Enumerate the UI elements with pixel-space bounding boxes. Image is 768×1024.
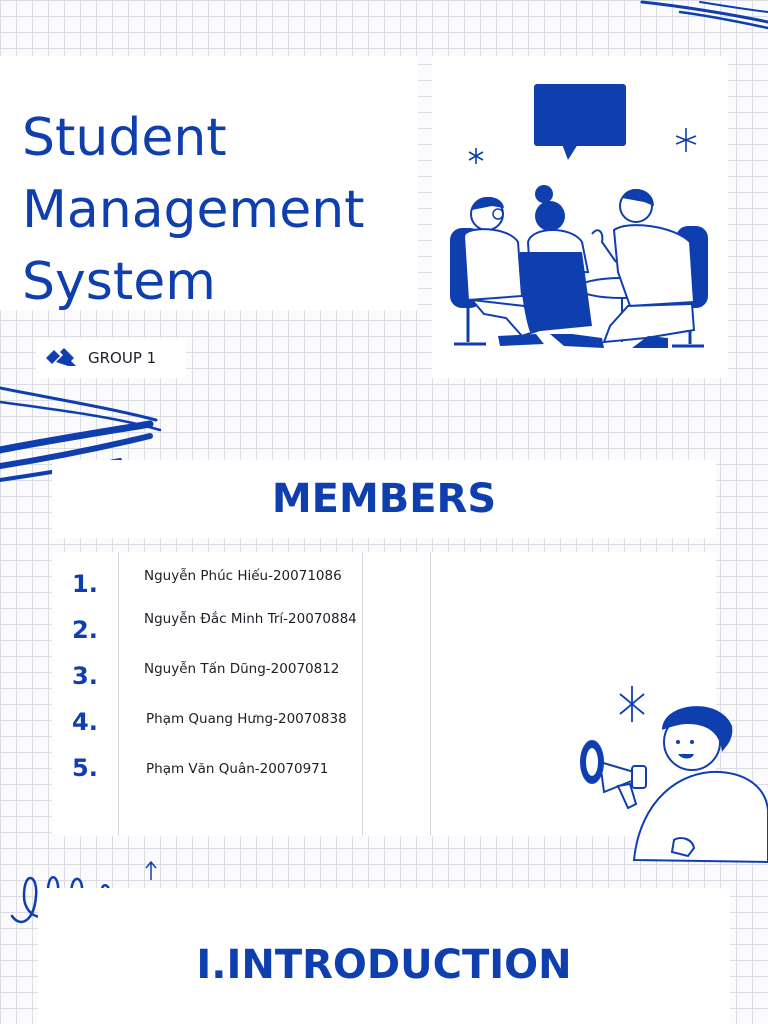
group-logo-icon xyxy=(46,348,78,368)
members-divider-middle xyxy=(362,552,363,836)
group-label: GROUP 1 xyxy=(88,349,157,367)
introduction-panel xyxy=(38,888,730,1024)
member-3-name: Nguyễn Tấn Dũng-20070812 xyxy=(144,661,340,677)
title-line-3: System xyxy=(22,252,216,312)
member-1-number: 1. xyxy=(72,570,98,598)
meeting-illustration-panel xyxy=(432,56,728,378)
brush-stroke-top-right xyxy=(640,0,768,40)
members-heading: MEMBERS xyxy=(271,476,497,522)
member-5-number: 5. xyxy=(72,754,98,782)
members-heading-panel xyxy=(52,460,716,538)
megaphone-person-icon xyxy=(570,680,768,862)
member-4-name: Phạm Quang Hưng-20070838 xyxy=(146,711,347,727)
member-5-name: Phạm Văn Quân-20070971 xyxy=(146,761,329,777)
people-meeting-icon xyxy=(432,56,728,378)
member-2-number: 2. xyxy=(72,616,98,644)
introduction-heading: I.INTRODUCTION xyxy=(196,942,572,988)
arrow-up-icon xyxy=(144,860,158,882)
member-3-number: 3. xyxy=(72,662,98,690)
title-line-1: Student xyxy=(22,108,227,168)
member-4-number: 4. xyxy=(72,708,98,736)
group-badge xyxy=(36,338,186,378)
members-divider-right xyxy=(430,552,431,836)
member-2-name: Nguyễn Đắc Minh Trí-20070884 xyxy=(144,611,357,627)
members-divider-left xyxy=(118,552,119,836)
title-line-2: Management xyxy=(22,180,365,240)
member-1-name: Nguyễn Phúc Hiếu-20071086 xyxy=(144,568,342,584)
